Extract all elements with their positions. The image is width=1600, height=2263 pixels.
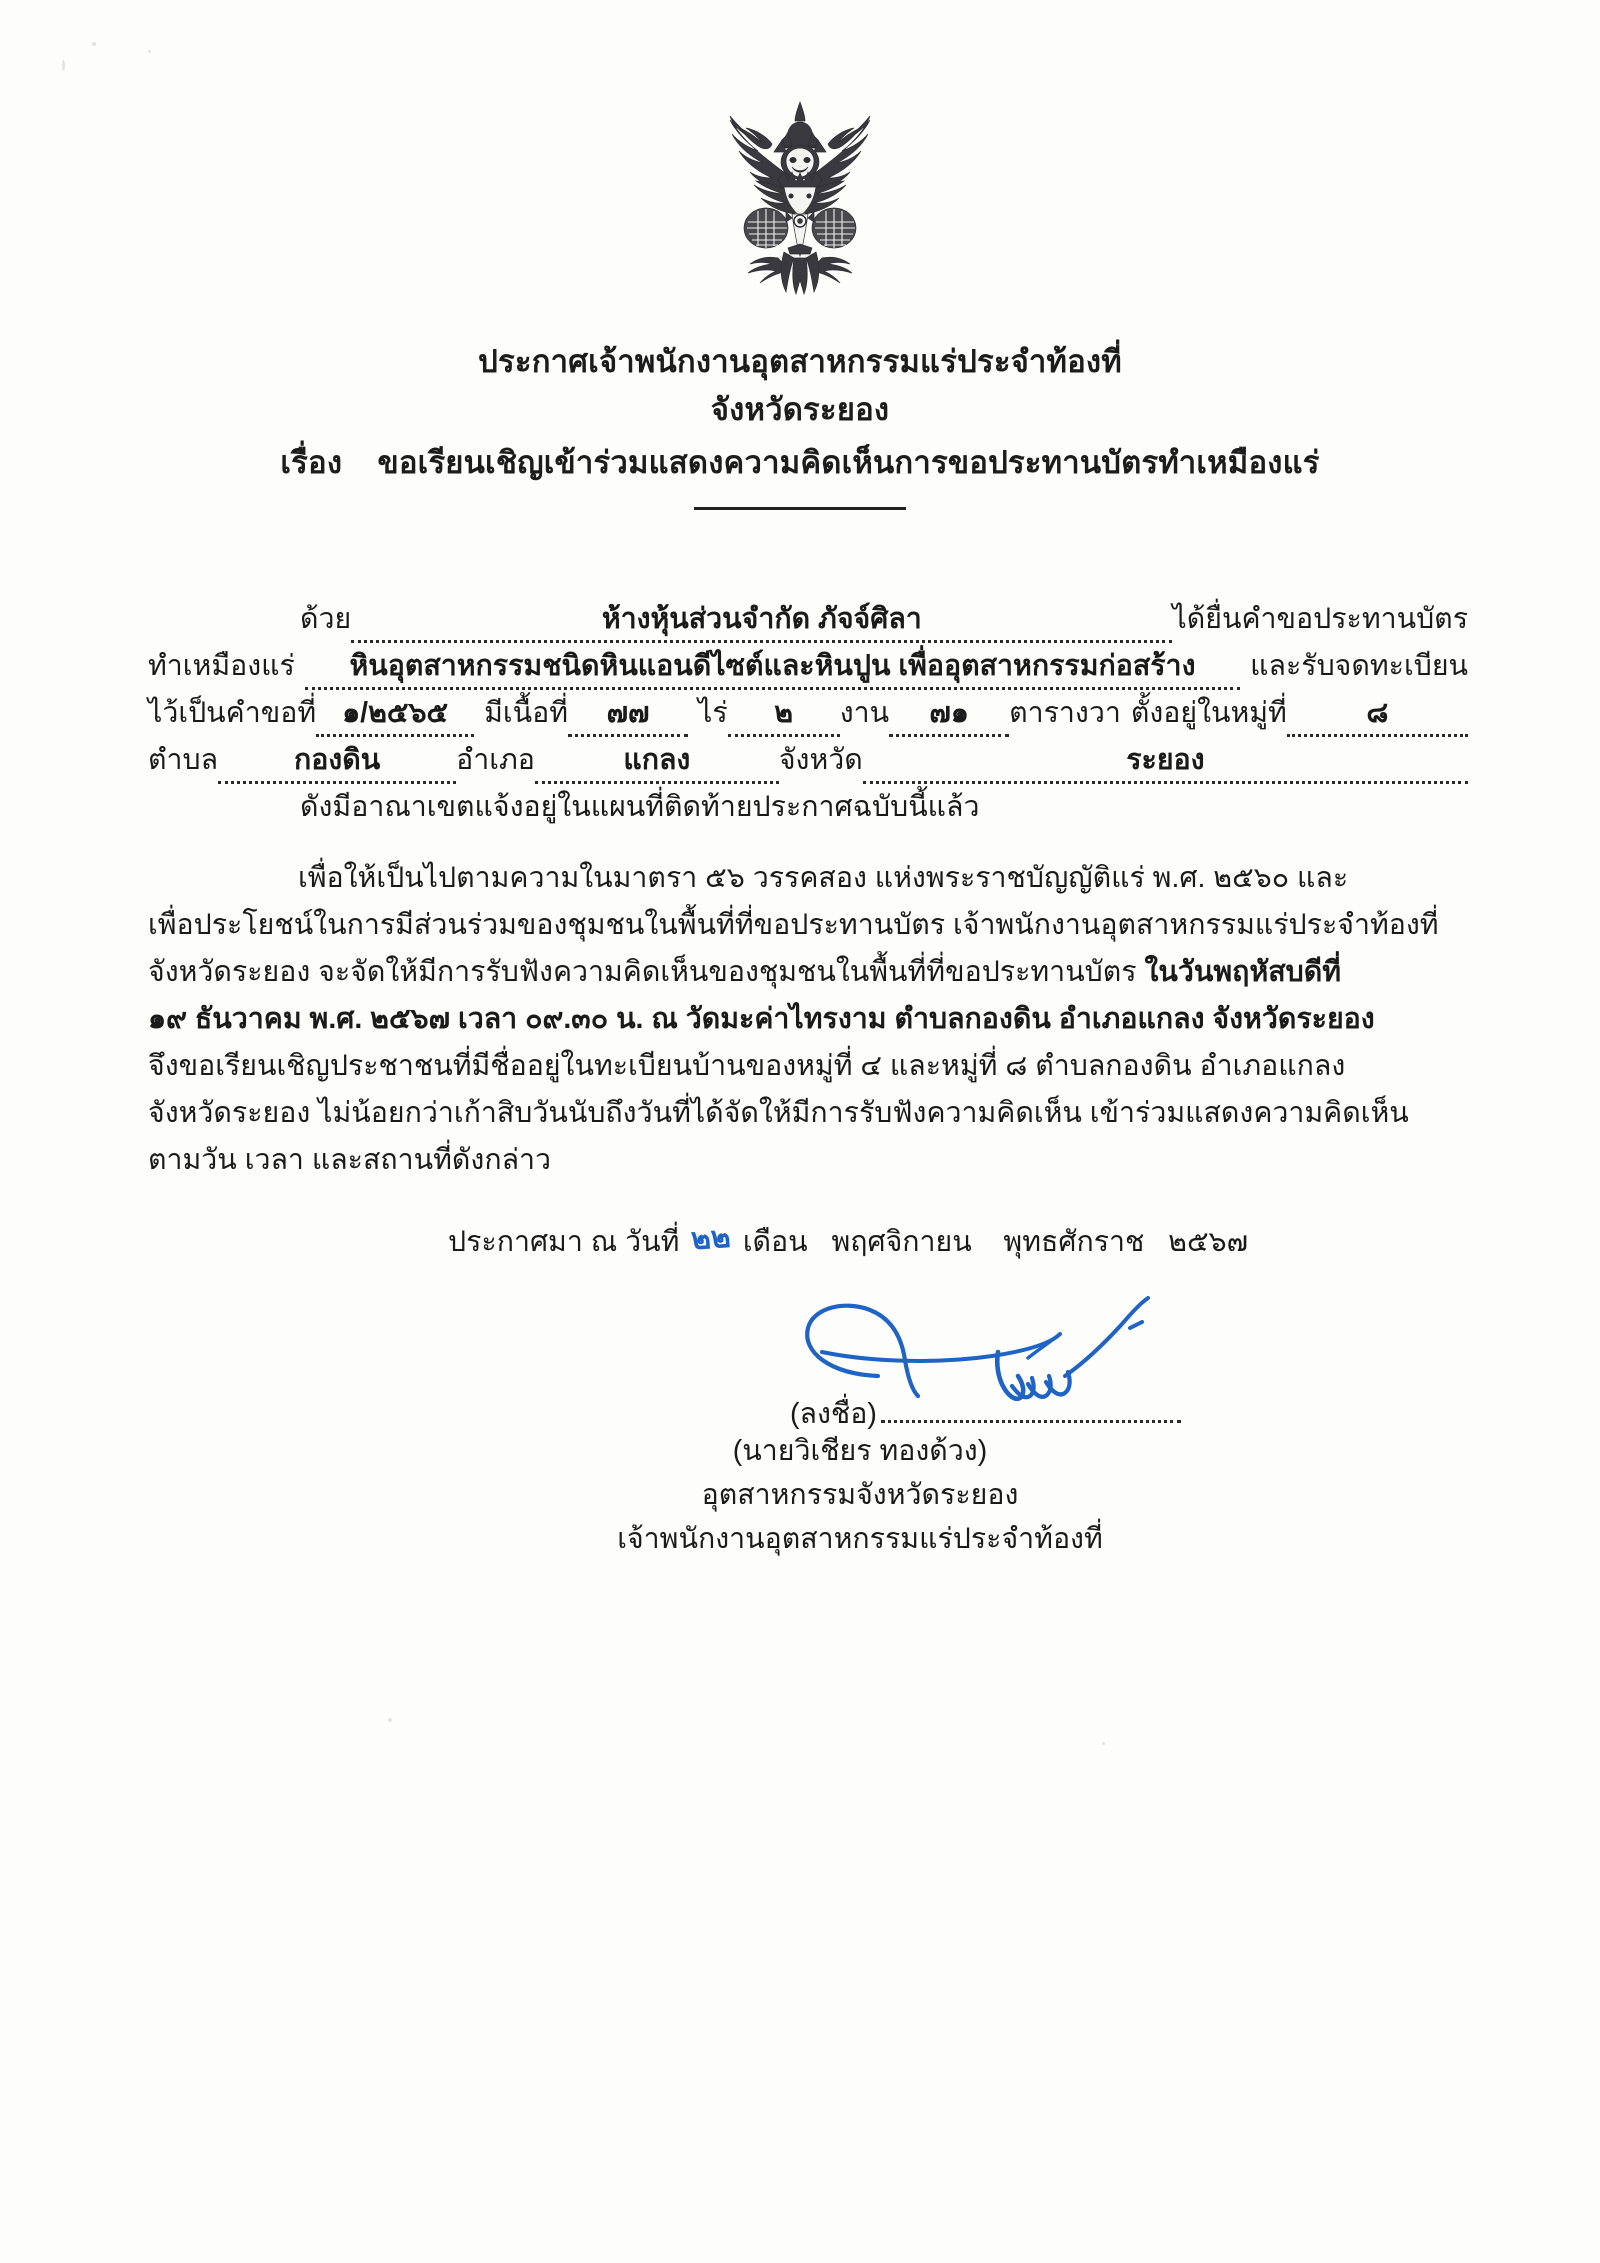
amphoe-label: อำเภอ <box>456 744 535 776</box>
body-line-mineral <box>148 643 1468 690</box>
month-value: พฤศจิกายน <box>831 1226 972 1258</box>
paragraph-line-3-text: จังหวัดระยอง จะจัดให้มีการรับฟังความคิดเห็นของชุมชนในพื้นที่ที่ขอประทานบัตร <box>148 956 1137 988</box>
subject-text: ขอเรียนเชิญเข้าร่วมแสดงความคิดเห็นการขอประทานบัตรทำเหมืองแร่ <box>377 445 1320 481</box>
heading-divider <box>694 507 906 510</box>
rai-unit-label: ไร่ <box>698 697 728 729</box>
paragraph-line-2: เพื่อประโยชน์ในการมีส่วนร่วมของชุมชนในพื้นที่ที่ขอประทานบัตร เจ้าพนักงานอุตสาหกรรมแร่ประจำท้องที่ <box>148 909 1439 941</box>
moo-field[interactable]: ๘ <box>1287 693 1468 737</box>
scan-speck <box>1102 1742 1105 1745</box>
heading-line-1: ประกาศเจ้าพนักงานอุตสาหกรรมแร่ประจำท้องที่ <box>478 344 1122 379</box>
applicant-name-field[interactable]: ห้างหุ้นส่วนจำกัด ภัจจ์ศิลา <box>351 599 1172 643</box>
after-applicant-text: ได้ยื่นคำขอประทานบัตร <box>1172 603 1468 635</box>
moo-label: ตั้งอยู่ในหมู่ที่ <box>1130 697 1287 729</box>
paragraph-line-3 <box>148 949 1468 996</box>
scan-speck <box>388 1718 392 1722</box>
mining-label: ทำเหมืองแร่ <box>148 650 295 682</box>
handwritten-day-field[interactable]: ๒๒ <box>690 1220 732 1257</box>
body-line-map-note <box>148 784 1468 831</box>
signature-line <box>790 1390 1181 1436</box>
body-line-applicant <box>148 596 1468 643</box>
request-no-field[interactable]: ๑/๒๕๖๕ <box>316 693 474 737</box>
hearing-day-emphasis: ในวันพฤหัสบดีที่ <box>1144 956 1342 988</box>
scan-speck <box>62 60 65 71</box>
paragraph-line-6: จังหวัดระยอง ไม่น้อยกว่าเก้าสิบวันนับถึงวันที่ได้จัดให้มีการรับฟังความคิดเห็น เข้าร่วมแสดงความคิดเห็น <box>148 1097 1409 1129</box>
signatory-block <box>0 1432 1600 1564</box>
paragraph-line-7: ตามวัน เวลา และสถานที่ดังกล่าว <box>148 1144 552 1176</box>
request-no-label: ไว้เป็นคำขอที่ <box>148 697 317 729</box>
after-mineral-text: และรับจดทะเบียน <box>1250 650 1468 682</box>
emblem-container <box>0 88 1600 298</box>
map-note-text: ดังมีอาณาเขตแจ้งอยู่ในแผนที่ติดท้ายประกาศฉบับนี้แล้ว <box>300 791 980 823</box>
body-line-locality <box>148 737 1468 784</box>
heading-line-2: จังหวัดระยอง <box>710 392 890 428</box>
year-label: พุทธศักราช <box>1003 1226 1145 1258</box>
heading-subject <box>0 441 1600 485</box>
subject-label: เรื่อง <box>280 445 343 481</box>
changwat-field[interactable]: ระยอง <box>863 740 1468 784</box>
paragraph-line-5: จึงขอเรียนเชิญประชาชนที่มีชื่ออยู่ในทะเบียนบ้านของหมู่ที่ ๔ และหมู่ที่ ๘ ตำบลกองดิน อำเภอแกลง <box>148 1050 1346 1082</box>
scan-speck <box>148 50 151 53</box>
ngan-field[interactable]: ๒ <box>728 693 840 737</box>
changwat-label: จังหวัด <box>778 744 863 776</box>
tambon-field[interactable]: กองดิน <box>218 740 456 784</box>
month-label: เดือน <box>742 1226 808 1258</box>
paragraph-line-1: เพื่อให้เป็นไปตามความในมาตรา ๕๖ วรรคสอง แห่งพระราชบัญญัติแร่ พ.ศ. ๒๕๖๐ และ <box>298 862 1349 894</box>
mineral-type-field[interactable]: หินอุตสาหกรรมชนิดหินแอนดีไซต์และหินปูน เพื่ออุตสาหกรรมก่อสร้าง <box>305 646 1240 690</box>
announcement-date-line <box>448 1218 1248 1265</box>
garuda-emblem <box>700 88 900 298</box>
scan-speck <box>92 42 96 46</box>
signatory-name: (นายวิเชียร ทองด้วง) <box>732 1435 988 1467</box>
document-heading <box>0 340 1600 510</box>
main-paragraph <box>148 855 1468 1184</box>
year-value: ๒๕๖๗ <box>1168 1226 1249 1258</box>
intro-label: ด้วย <box>300 603 352 635</box>
paragraph-line-4-hearing-datetime: ๑๙ ธันวาคม พ.ศ. ๒๕๖๗ เวลา ๐๙.๓๐ น. ณ วัดมะค่าไทรงาม ตำบลกองดิน อำเภอแกลง จังหวัดระยอง <box>148 1003 1375 1035</box>
date-prefix: ประกาศมา ณ วันที่ <box>448 1226 680 1258</box>
signature-dotted-line[interactable] <box>881 1398 1181 1423</box>
area-label: มีเนื้อที่ <box>484 697 569 729</box>
wa-unit-label: ตารางวา <box>1009 697 1121 729</box>
ngan-unit-label: งาน <box>839 697 890 729</box>
wa-field[interactable]: ๗๑ <box>889 693 1009 737</box>
rai-field[interactable]: ๗๗ <box>568 693 688 737</box>
tambon-label: ตำบล <box>148 744 219 776</box>
document-body <box>148 596 1468 1184</box>
signature-label: (ลงชื่อ) <box>790 1398 877 1430</box>
body-line-area <box>148 690 1468 737</box>
signatory-position-2: เจ้าพนักงานอุตสาหกรรมแร่ประจำท้องที่ <box>617 1523 1103 1555</box>
amphoe-field[interactable]: แกลง <box>535 740 779 784</box>
signatory-position-1: อุตสาหกรรมจังหวัดระยอง <box>701 1479 1019 1511</box>
